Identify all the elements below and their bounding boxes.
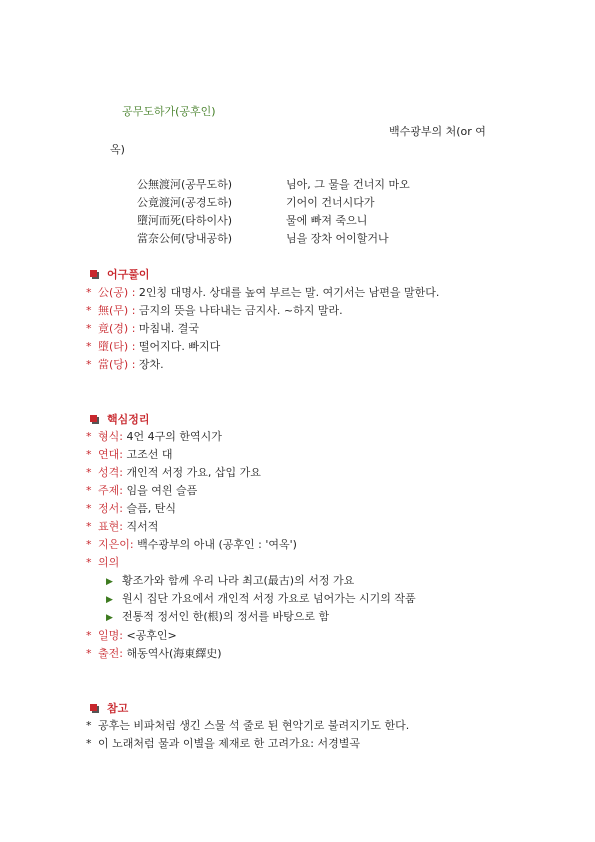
- significance-item: ▶ 황조가와 함께 우리 나라 최고(最古)의 서정 가요: [106, 574, 355, 587]
- triangle-bullet-icon: ▶: [106, 613, 113, 623]
- reference-item: * 이 노래처럼 물과 이별을 제재로 한 고려가요: 서경별곡: [86, 737, 360, 750]
- poem-line-hanja: 公竟渡河(공경도하): [137, 196, 233, 209]
- summary-item: * 정서: 슬픔, 탄식: [86, 502, 176, 515]
- triangle-bullet-icon: ▶: [106, 595, 113, 605]
- vocab-heading: 어구풀이: [90, 266, 150, 282]
- summary-item: * 표현: 직서적: [86, 520, 159, 533]
- page-title: 공무도하가(공후인): [122, 105, 216, 118]
- vocab-item: * 公(공) : 2인칭 대명사. 상대를 높여 부르는 말. 여기서는 남편을 말한다.: [86, 286, 440, 299]
- summary-item: * 지은이: 백수광부의 아내 (공후인 : '여옥'): [86, 538, 297, 551]
- summary-item: * 일명: <공후인>: [86, 629, 177, 642]
- section-square-icon: [90, 415, 97, 422]
- vocab-item: * 竟(경) : 마침내. 결국: [86, 322, 200, 335]
- summary-item: * 주제: 임을 여읜 슬픔: [86, 484, 198, 497]
- vocab-item: * 墮(타) : 떨어지다. 빠지다: [86, 340, 221, 353]
- summary-item: * 성격: 개인적 서정 가요, 삽입 가요: [86, 466, 261, 479]
- vocab-item: * 當(당) : 장차.: [86, 358, 164, 371]
- summary-heading: 핵심정리: [90, 411, 150, 427]
- significance-item: ▶ 원시 집단 가요에서 개인적 서정 가요로 넘어가는 시기의 작품: [106, 592, 416, 605]
- summary-item: * 형식: 4언 4구의 한역시가: [86, 430, 222, 443]
- significance-item: ▶ 전통적 정서인 한(根)의 정서를 바탕으로 함: [106, 610, 330, 623]
- poem-line-hanja: 公無渡河(공무도하): [137, 178, 233, 191]
- poem-line-hanja: 當奈公何(당내공하): [137, 232, 233, 245]
- author-line-2: 옥): [110, 143, 125, 156]
- poem-line-meaning: 기어이 건너시다가: [286, 196, 375, 209]
- section-square-icon: [90, 704, 97, 711]
- poem-line-meaning: 물에 빠져 죽으니: [286, 214, 368, 227]
- section-square-icon: [90, 270, 97, 277]
- reference-item: * 공후는 비파처럼 생긴 스물 석 줄로 된 현악기로 불려지기도 한다.: [86, 719, 410, 732]
- poem-line-meaning: 님을 장차 어이할거나: [286, 232, 389, 245]
- poem-line-hanja: 墮河而死(타하이사): [137, 214, 233, 227]
- vocab-item: * 無(무) : 금지의 뜻을 나타내는 금지사. ~하지 말라.: [86, 304, 343, 317]
- summary-item: * 출전: 해동역사(海東繹史): [86, 647, 222, 660]
- summary-item: * 의의: [86, 556, 120, 569]
- poem-line-meaning: 님아, 그 물을 건너지 마오: [286, 178, 410, 191]
- reference-heading: 참고: [90, 700, 128, 716]
- summary-item: * 연대: 고조선 대: [86, 448, 173, 461]
- triangle-bullet-icon: ▶: [106, 577, 113, 587]
- author-line-1: 백수광부의 처(or 여: [389, 125, 486, 138]
